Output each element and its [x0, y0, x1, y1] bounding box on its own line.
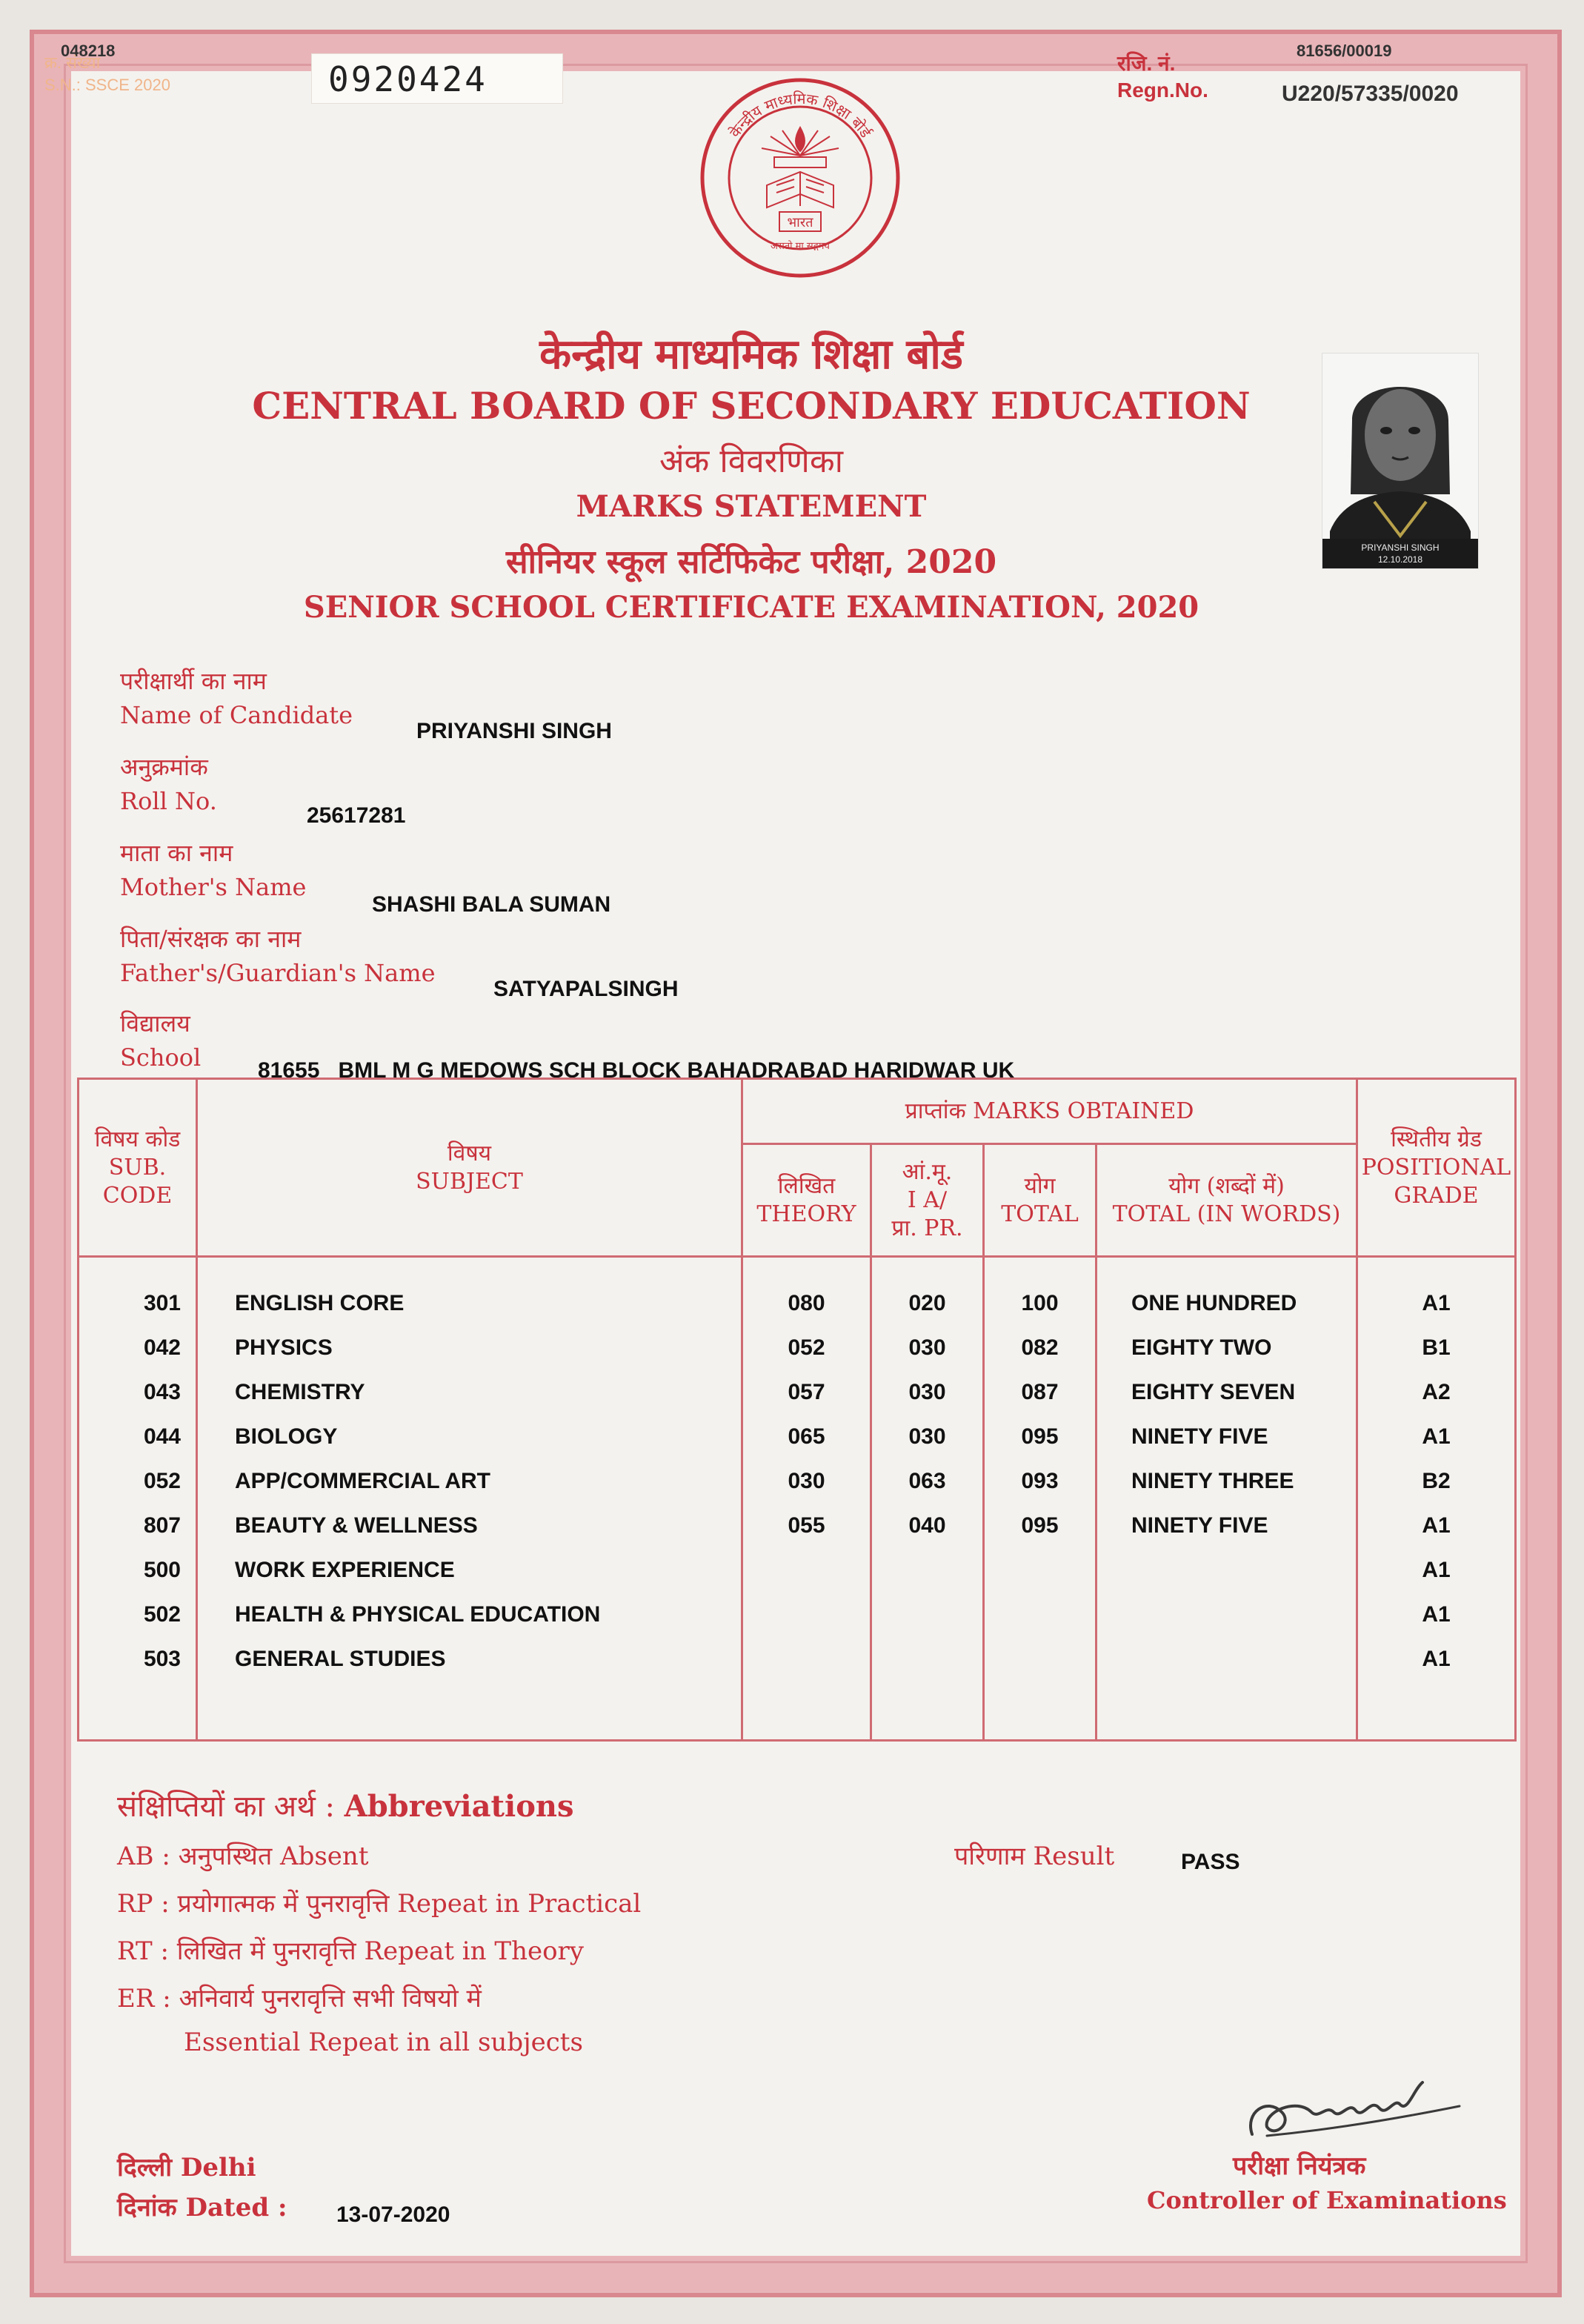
regn-label	[1117, 50, 1208, 104]
candidate-name: PRIYANSHI SINGH	[416, 719, 612, 743]
theory-marks: 080	[788, 1291, 825, 1315]
theory-marks: 057	[788, 1380, 825, 1404]
ia-marks	[872, 1637, 982, 1681]
header-total-words	[1097, 1144, 1357, 1257]
exam-title-hindi: सीनियर स्कूल सर्टिफिकेट परीक्षा, 2020	[505, 543, 997, 581]
theory-marks: 052	[788, 1335, 825, 1360]
father-name: SATYAPALSINGH	[493, 977, 679, 1001]
photo-caption-date: 12.10.2018	[1377, 554, 1423, 565]
regn-number: U220/57335/0020	[1282, 82, 1459, 106]
subject-name: BIOLOGY	[235, 1424, 338, 1449]
subject-code: 044	[143, 1424, 181, 1449]
document-title-english: MARKS STATEMENT	[576, 489, 927, 524]
roll-number-label	[120, 750, 217, 818]
theory-marks	[743, 1593, 870, 1637]
photo-caption-name: PRIYANSHI SINGH	[1361, 542, 1440, 553]
regn-label-hi: रजि. नं.	[1117, 52, 1176, 75]
header-code-hi: विषय कोड	[94, 1126, 181, 1152]
header-subject	[197, 1079, 742, 1257]
subject-code: 052	[143, 1469, 181, 1493]
positional-grade: A1	[1422, 1558, 1451, 1582]
mother-name-label	[120, 836, 306, 904]
positional-grade: A2	[1422, 1380, 1451, 1404]
code-column	[79, 1257, 197, 1741]
ia-marks	[872, 1593, 982, 1637]
controller-title-hi: परीक्षा नियंत्रक	[1233, 2151, 1366, 2181]
roll-number-label-en: Roll No.	[120, 787, 217, 815]
header-grade-hi: स्थितीय ग्रेड	[1391, 1126, 1482, 1152]
subject-column	[197, 1257, 742, 1741]
total-in-words: EIGHTY TWO	[1131, 1335, 1272, 1360]
mother-name-label-en: Mother's Name	[120, 873, 307, 901]
header-total-en: TOTAL	[1001, 1201, 1079, 1227]
total-in-words: NINETY FIVE	[1131, 1424, 1268, 1449]
abbreviations-heading	[117, 1784, 573, 1825]
signature-icon	[1222, 2068, 1474, 2157]
ia-marks: 040	[908, 1513, 946, 1538]
total-marks: 082	[1021, 1335, 1059, 1360]
abbreviations-heading-hi: संक्षिप्तियों का अर्थ :	[117, 1790, 335, 1824]
total-column	[984, 1257, 1097, 1741]
document-title-hindi: अंक विवरणिका	[659, 442, 844, 480]
subject-name: WORK EXPERIENCE	[235, 1558, 455, 1582]
emblem-motto: असतो मा सद्गमय	[771, 241, 830, 252]
ia-marks: 030	[908, 1335, 946, 1360]
total-marks	[985, 1637, 1095, 1681]
total-in-words: EIGHTY SEVEN	[1131, 1380, 1296, 1404]
father-name-label-en: Father's/Guardian's Name	[120, 959, 436, 987]
result-label: परिणाम Result	[954, 1842, 1115, 1871]
subject-code: 502	[143, 1602, 181, 1627]
header-ia-pr: प्रा. PR.	[891, 1215, 963, 1241]
regn-label-en: Regn.No.	[1117, 79, 1208, 102]
school-code: 81655	[258, 1058, 320, 1083]
theory-marks	[743, 1548, 870, 1593]
candidate-name-label	[120, 664, 353, 732]
ia-marks	[872, 1548, 982, 1593]
theory-column	[742, 1257, 871, 1741]
header-positional-grade	[1357, 1079, 1516, 1257]
place-label: दिल्ली Delhi	[117, 2153, 256, 2182]
header-ia-hi: आं.मू.	[902, 1158, 953, 1185]
subject-code: 043	[143, 1380, 181, 1404]
abbr-repeat-theory: RT : लिखित में पुनरावृत्ति Repeat in Theory	[117, 1936, 585, 1966]
dated-label: दिनांक Dated :	[117, 2193, 287, 2222]
subject-name: ENGLISH CORE	[235, 1291, 405, 1315]
header-theory-hi: लिखित	[777, 1172, 836, 1199]
theory-marks: 065	[788, 1424, 825, 1449]
positional-grade: A1	[1422, 1291, 1451, 1315]
subject-name: GENERAL STUDIES	[235, 1647, 446, 1671]
marks-table-body	[79, 1257, 1516, 1741]
subject-code: 503	[143, 1647, 181, 1671]
faded-sn-line1: क्र. संख्या	[44, 53, 101, 72]
faded-sn-line2: S.N.: SSCE 2020	[44, 76, 170, 94]
total-marks: 095	[1021, 1513, 1059, 1538]
total-marks: 095	[1021, 1424, 1059, 1449]
total-in-words: NINETY FIVE	[1131, 1513, 1268, 1538]
words-column	[1097, 1257, 1357, 1741]
total-in-words: NINETY THREE	[1131, 1469, 1294, 1493]
subject-name: CHEMISTRY	[235, 1380, 365, 1404]
subject-code: 301	[143, 1291, 181, 1315]
header-code-en1: SUB.	[108, 1154, 167, 1181]
serial-number-right: 81656/00019	[1297, 42, 1392, 60]
abbr-absent: AB : अनुपस्थित Absent	[117, 1842, 369, 1871]
theory-marks: 055	[788, 1513, 825, 1538]
board-name-hindi: केन्द्रीय माध्यमिक शिक्षा बोर्ड	[539, 330, 963, 379]
abbr-essential-repeat: ER : अनिवार्य पुनरावृत्ति सभी विषयो में	[117, 1984, 482, 2013]
ia-marks: 030	[908, 1380, 946, 1404]
header-grade-en2: GRADE	[1394, 1182, 1479, 1209]
candidate-portrait-image	[1322, 353, 1478, 568]
header-theory	[742, 1144, 871, 1257]
total-marks: 087	[1021, 1380, 1059, 1404]
header-subject-en: SUBJECT	[416, 1168, 523, 1195]
mother-name-label-hi: माता का नाम	[120, 839, 233, 867]
header-ia-practical	[871, 1144, 984, 1257]
issue-date: 13-07-2020	[336, 2202, 450, 2227]
ia-marks: 063	[908, 1469, 946, 1493]
header-words-en: TOTAL (IN WORDS)	[1112, 1201, 1341, 1227]
school-name: BML M G MEDOWS SCH BLOCK BAHADRABAD HARIDWAR UK	[338, 1058, 1015, 1083]
total-in-words: ONE HUNDRED	[1131, 1291, 1297, 1315]
abbr-essential-repeat-en: Essential Repeat in all subjects	[184, 2028, 583, 2057]
positional-grade: A1	[1422, 1602, 1451, 1627]
positional-grade: B1	[1422, 1335, 1451, 1360]
header-ia-en: I A/	[907, 1186, 948, 1213]
father-name-label	[120, 922, 436, 990]
header-total	[984, 1144, 1097, 1257]
subject-name: APP/COMMERCIAL ART	[235, 1469, 490, 1493]
abbr-repeat-practical: RP : प्रयोगात्मक में पुनरावृत्ति Repeat in Practical	[117, 1889, 642, 1919]
faded-sn-label	[44, 52, 170, 96]
cbse-emblem-icon	[696, 74, 904, 282]
header-theory-en: THEORY	[756, 1201, 856, 1227]
certificate-number: 0920424	[311, 53, 563, 104]
total-marks: 100	[1021, 1291, 1059, 1315]
header-marks-en: MARKS OBTAINED	[973, 1098, 1194, 1124]
marks-table	[77, 1078, 1517, 1742]
positional-grade: A1	[1422, 1513, 1451, 1538]
subject-code: 042	[143, 1335, 181, 1360]
theory-marks: 030	[788, 1469, 825, 1493]
subject-code: 500	[143, 1558, 181, 1582]
roll-number: 25617281	[307, 803, 406, 828]
header-words-hi: योग (शब्दों में)	[1168, 1172, 1285, 1199]
subject-code: 807	[143, 1513, 181, 1538]
total-marks: 093	[1021, 1469, 1059, 1493]
abbreviations-heading-en: Abbreviations	[344, 1789, 574, 1824]
board-name-english: CENTRAL BOARD OF SECONDARY EDUCATION	[252, 384, 1251, 428]
grade-column	[1357, 1257, 1516, 1741]
header-grade-en1: POSITIONAL	[1361, 1154, 1511, 1181]
father-name-label-hi: पिता/संरक्षक का नाम	[120, 925, 302, 953]
total-in-words	[1131, 1548, 1356, 1593]
header-marks-hi: प्राप्तांक	[905, 1098, 966, 1124]
total-in-words	[1131, 1637, 1356, 1681]
controller-title-en: Controller of Examinations	[1147, 2186, 1507, 2214]
emblem-text-top: केन्द्रीय माध्यमिक शिक्षा बोर्ड	[725, 89, 875, 141]
total-in-words	[1131, 1593, 1356, 1637]
subject-name: PHYSICS	[235, 1335, 333, 1360]
header-total-hi: योग	[1024, 1172, 1056, 1199]
subject-name: HEALTH & PHYSICAL EDUCATION	[235, 1602, 601, 1627]
total-marks	[985, 1593, 1095, 1637]
school-label-en: School	[120, 1043, 202, 1072]
header-subject-code	[79, 1079, 197, 1257]
ia-column	[871, 1257, 984, 1741]
exam-title-english: SENIOR SCHOOL CERTIFICATE EXAMINATION, 2020	[303, 590, 1199, 625]
subject-name: BEAUTY & WELLNESS	[235, 1513, 478, 1538]
positional-grade: A1	[1422, 1647, 1451, 1671]
ia-marks: 020	[908, 1291, 946, 1315]
roll-number-label-hi: अनुक्रमांक	[120, 753, 208, 781]
positional-grade: A1	[1422, 1424, 1451, 1449]
emblem-text-bottom: भारत	[787, 215, 813, 230]
result-value: PASS	[1181, 1850, 1240, 1874]
ia-marks: 030	[908, 1424, 946, 1449]
total-marks	[985, 1548, 1095, 1593]
theory-marks	[743, 1637, 870, 1681]
school-label-hi: विद्यालय	[120, 1009, 190, 1038]
header-subject-hi: विषय	[447, 1140, 492, 1166]
header-code-en2: CODE	[102, 1182, 173, 1209]
candidate-photo	[1322, 353, 1479, 569]
candidate-name-label-hi: परीक्षार्थी का नाम	[120, 667, 267, 695]
school-label	[120, 1006, 201, 1075]
mother-name: SHASHI BALA SUMAN	[372, 892, 611, 917]
candidate-name-label-en: Name of Candidate	[120, 701, 353, 729]
serial-number-left: 048218	[61, 42, 116, 60]
positional-grade: B2	[1422, 1469, 1451, 1493]
header-marks-obtained	[742, 1079, 1357, 1144]
